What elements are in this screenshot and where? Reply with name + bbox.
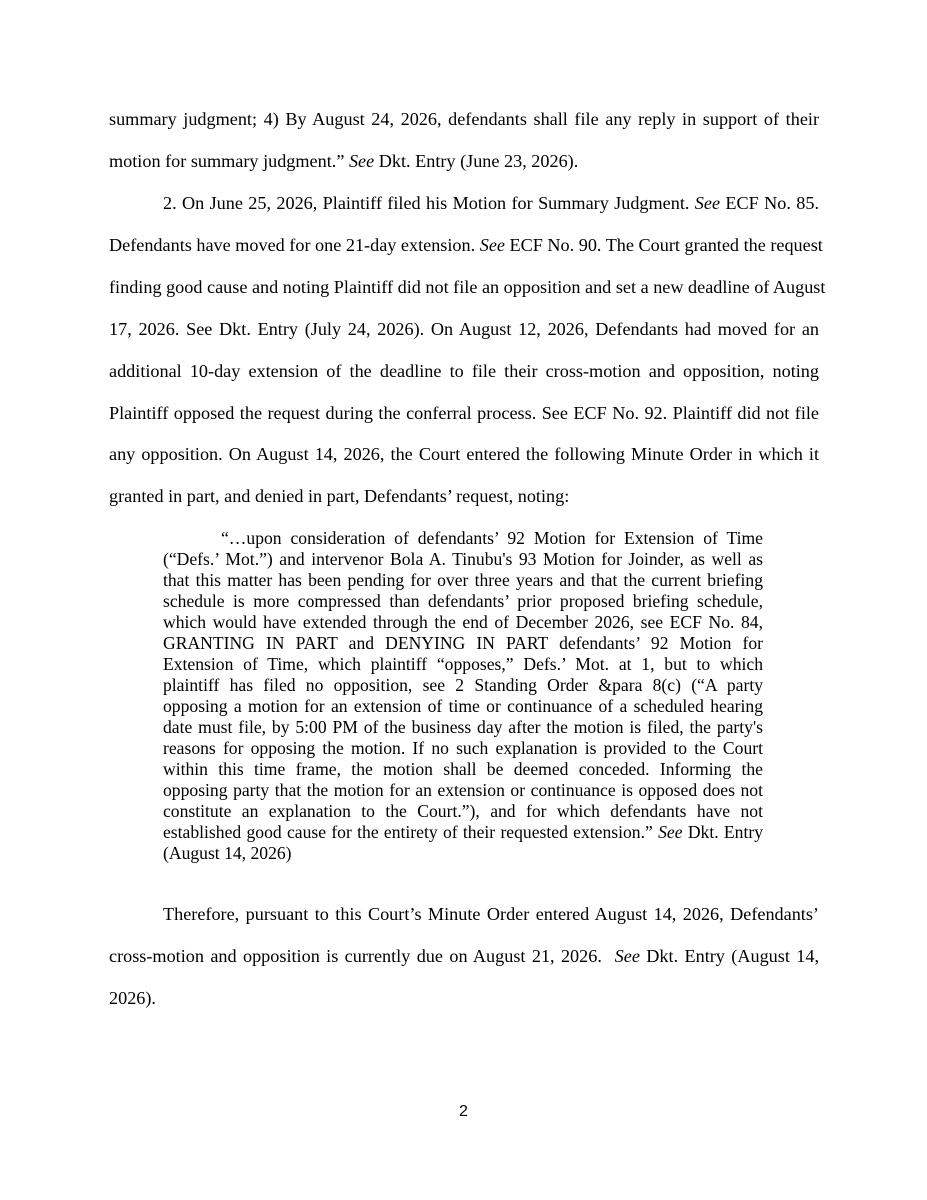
quote-line: that this matter has been pending for over three years and that the current briefing	[163, 570, 763, 590]
see-signal: See	[614, 946, 640, 966]
body-line: Therefore, pursuant to this Court’s Minute Order entered August 14, 2026, Defendants’	[163, 904, 819, 924]
body-line: 2026).	[109, 988, 156, 1008]
quote-line: “…upon consideration of defendants’ 92 Motion for Extension of Time	[221, 528, 763, 548]
quote-line: plaintiff has filed no opposition, see 2 Standing Order &para 8(c) (“A party	[163, 675, 763, 695]
quote-line: established good cause for the entirety of their requested extension.” See Dkt. Entry	[163, 822, 763, 842]
quote-line: reasons for opposing the motion. If no such explanation is provided to the Court	[163, 738, 763, 758]
body-line: 2. On June 25, 2026, Plaintiff filed his Motion for Summary Judgment. See ECF No. 85.	[163, 193, 819, 213]
quote-line: GRANTING IN PART and DENYING IN PART defendants’ 92 Motion for	[163, 633, 763, 653]
body-line: additional 10-day extension of the deadline to file their cross-motion and opposition, noting	[109, 361, 819, 381]
see-signal: See	[348, 151, 375, 171]
quote-line: date must file, by 5:00 PM of the business day after the motion is filed, the party's	[163, 717, 763, 737]
quote-line: schedule is more compressed than defendants’ prior proposed briefing schedule,	[163, 591, 763, 611]
body-line: summary judgment; 4) By August 24, 2026, defendants shall file any reply in support of their	[109, 109, 819, 129]
body-line: Plaintiff opposed the request during the conferral process. See ECF No. 92. Plaintiff did not file	[109, 403, 819, 423]
quote-line: which would have extended through the end of December 2026, see ECF No. 84,	[163, 612, 763, 632]
see-signal: See	[694, 193, 721, 213]
quote-line: (August 14, 2026)	[163, 843, 292, 863]
body-line: granted in part, and denied in part, Defendants’ request, noting:	[109, 486, 570, 506]
body-line: finding good cause and noting Plaintiff did not file an opposition and set a new deadline of August	[109, 277, 826, 297]
body-line: motion for summary judgment.” See Dkt. Entry (June 23, 2026).	[109, 151, 579, 171]
quote-line: (“Defs.’ Mot.”) and intervenor Bola A. Tinubu's 93 Motion for Joinder, as well as	[163, 549, 763, 569]
body-line: any opposition. On August 14, 2026, the Court entered the following Minute Order in which it	[109, 444, 819, 464]
see-signal: See	[658, 822, 683, 842]
quote-line: within this time frame, the motion shall be deemed conceded. Informing the	[163, 759, 763, 779]
body-line: 17, 2026. See Dkt. Entry (July 24, 2026). On August 12, 2026, Defendants had moved for an	[109, 319, 819, 339]
see-signal: See	[479, 235, 505, 255]
quote-line: Extension of Time, which plaintiff “opposes,” Defs.’ Mot. at 1, but to which	[163, 654, 763, 674]
quote-line: opposing party that the motion for an extension or continuance is opposed does not	[163, 780, 763, 800]
quote-line: constitute an explanation to the Court.”), and for which defendants have not	[163, 801, 763, 821]
body-line: cross-motion and opposition is currently due on August 21, 2026. See Dkt. Entry (August 14,	[109, 946, 820, 966]
page-number: 2	[459, 1103, 468, 1120]
quote-line: opposing a motion for an extension of time or continuance of a scheduled hearing	[163, 696, 763, 716]
body-line: Defendants have moved for one 21-day extension. See ECF No. 90. The Court granted the request	[109, 235, 823, 255]
